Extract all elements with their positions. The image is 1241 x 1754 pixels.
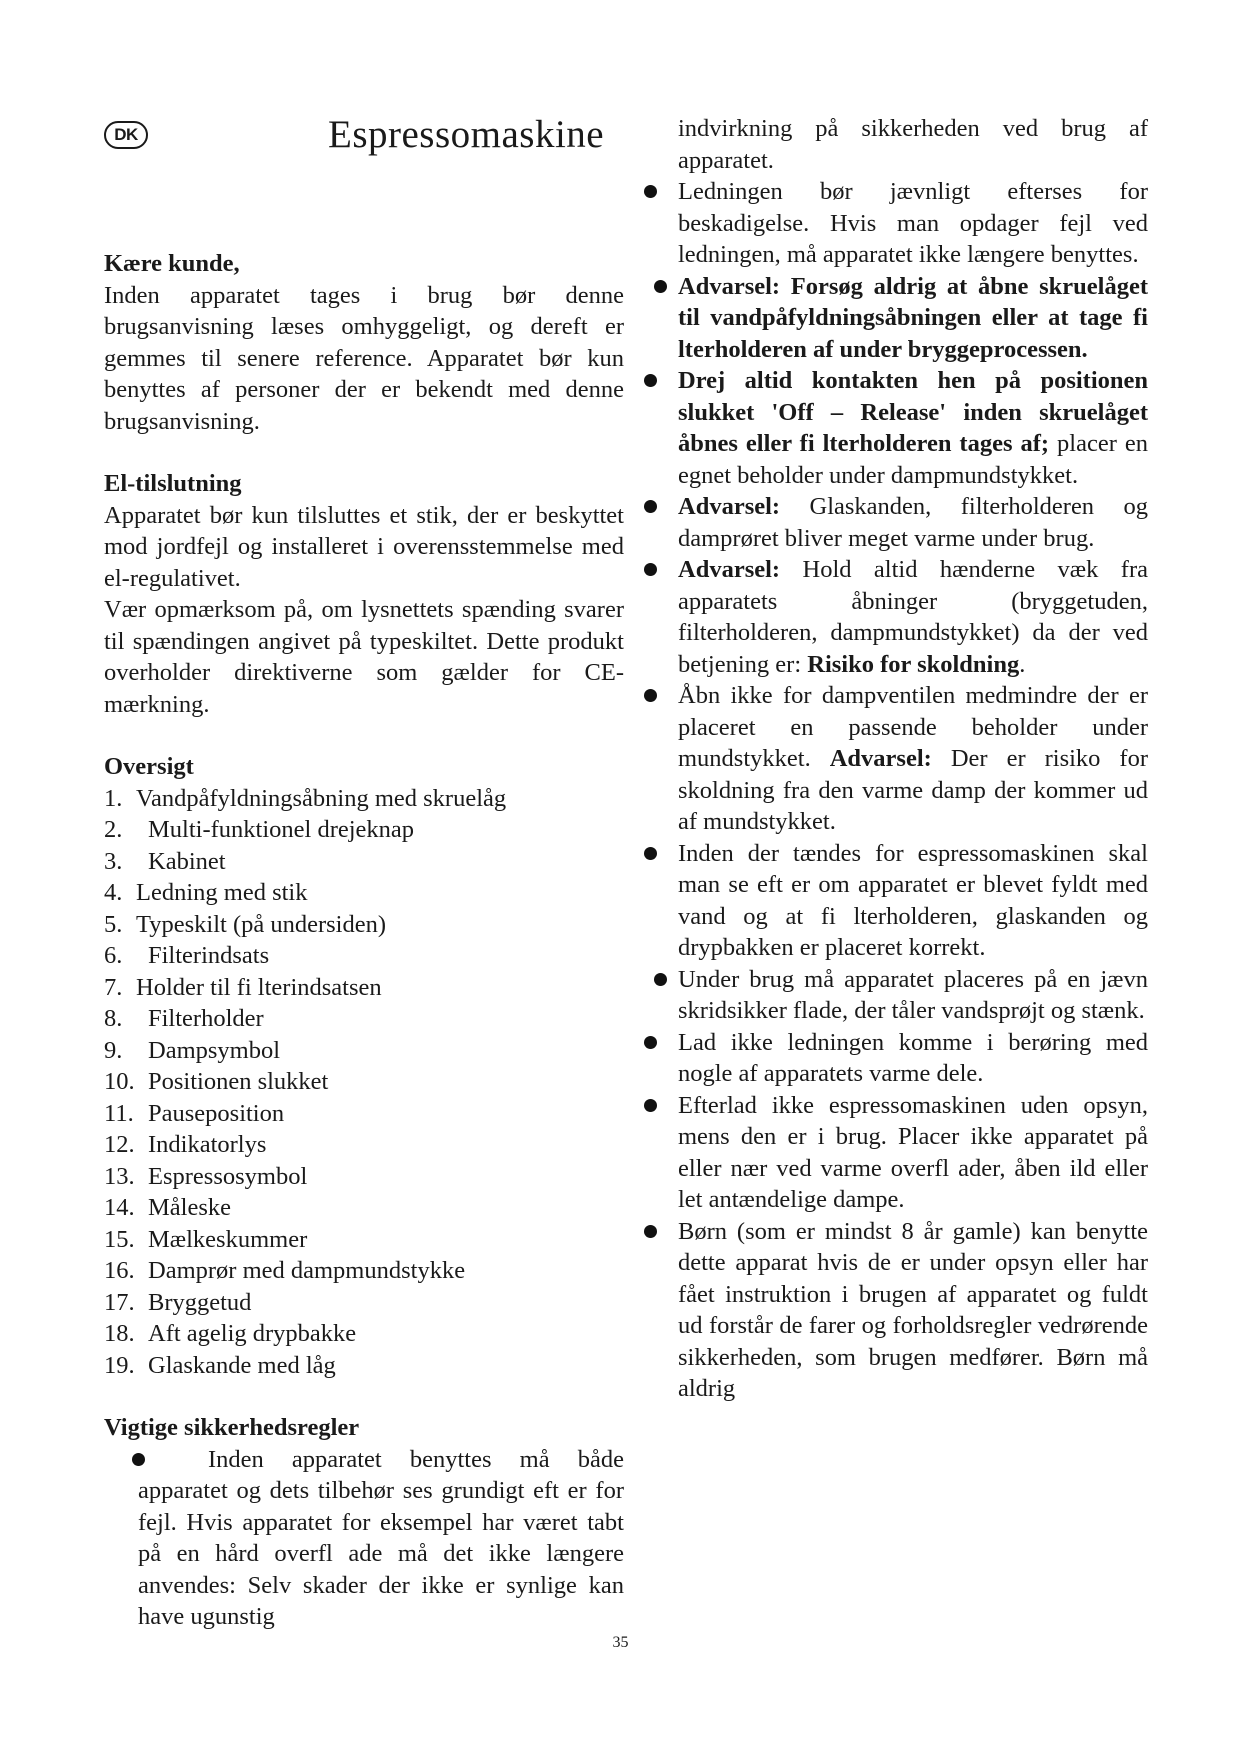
item-text: Positionen slukket [148,1068,329,1095]
item-text: Dampsymbol [148,1036,281,1064]
bullet-text: Inden der tændes for espressomaskinen skal man se eft er om apparatet er blevet fyldt med vand og at fi lterholderen, glaskanden og drypbakken er placeret korrekt. [678,839,1148,961]
warning-label: Advarsel: [829,745,932,772]
bullet-text: Åbn ikke for dampventilen medmindre der er placeret en passende beholder under mundstykket. [678,682,1148,772]
bullet-text: Under brug må apparatet placeres på en jævn skridsikker flade, der tåler vandsprøjt og stænk. [678,965,1148,1024]
bullet-dot-icon [654,973,667,986]
page-title: Espressomaskine [328,113,605,156]
item-text: Aft agelig drypbakke [148,1320,357,1347]
bullet-dot-icon [644,847,657,860]
item-number: 17. [104,1288,135,1316]
safety-bullet [648,680,1148,838]
electrical-paragraph-1: Apparatet bør kun tilsluttes et stik, der er beskyttet mod jordfejl og installeret i overensstemmelse med el-regulativet. [104,501,624,592]
item-number: 18. [104,1320,135,1347]
list-item [104,1098,624,1130]
list-item [104,1224,624,1256]
safety-bullet [648,176,1148,271]
item-number: 9. [104,1036,123,1064]
item-text: Espressosymbol [148,1162,308,1190]
item-text: Typeskilt (på undersiden) [136,910,387,938]
list-item [104,1287,624,1319]
bullet-dot-icon [644,1036,657,1049]
bullet-dot-icon [644,1099,657,1112]
bullet-text: Glaskanden, filterholderen og damprøret bliver meget varme under brug. [678,493,1148,552]
item-text: Holder til fi lterindsatsen [136,973,382,1001]
bullet-dot-icon [132,1453,145,1466]
bullet-text: placer en egnet beholder under dampmundstykket. [678,430,1148,489]
item-number: 14. [104,1194,135,1221]
bullet-text: Ledningen bør jævnligt efterses for beskadigelse. Hvis man opdager fejl ved ledningen, må apparatet ikke længere benyttes. [678,178,1148,268]
item-number: 11. [104,1099,134,1127]
item-number: 16. [104,1257,135,1284]
item-text: Pauseposition [148,1099,285,1127]
country-badge: DK [104,121,148,149]
item-number: 6. [104,942,123,969]
electrical-heading: El-tilslutning [104,470,242,497]
list-item [104,1192,624,1224]
item-number: 7. [104,973,123,1001]
item-number: 19. [104,1351,135,1379]
bullet-text: Advarsel: Forsøg aldrig at åbne skruelåget til vandpåfyldningsåbningen eller at tage fi lterholderen af under bryggeprocessen. [678,272,1148,363]
list-item [104,1161,624,1193]
list-item [104,940,624,972]
bullet-text: Børn (som er mindst 8 år gamle) kan benytte dette apparat hvis de er under opsyn eller har fået instruktion i brugen af apparatet og fuldt ud forstår de farer og forholdsregler vedrørende sikkerheden, som brugen medfører. Børn må aldrig [678,1217,1148,1402]
item-text: Ledning med stik [136,879,308,906]
item-text: Bryggetud [148,1288,252,1316]
item-text: Glaskande med låg [148,1351,336,1379]
item-number: 10. [104,1068,135,1095]
item-number: 12. [104,1131,135,1158]
bullet-text: Hold altid hænderne væk fra apparatets åbninger (bryggetuden, filterholderen, dampmundstykket) da der ved betjening er: [678,556,1149,678]
item-text: Mælkeskummer [148,1225,308,1253]
item-text: Damprør med dampmundstykke [148,1257,466,1284]
item-text: Vandpåfyldningsåbning med skruelåg [136,784,507,812]
safety-bullet-text: Inden apparatet benyttes må både apparatet og dets tilbehør ses grundigt eft er for fejl. Hvis apparatet for eksempel har været tabt på en hård overfl ade må det ikke længere anvendes: Selv skader der ikke er synlige kan have ugunstig [138,1445,624,1630]
bullet-dot-icon [644,563,657,576]
item-text: Indikatorlys [148,1131,267,1158]
item-text: Måleske [148,1194,231,1221]
scald-risk-text: Risiko for skoldning [807,650,1020,678]
electrical-paragraph-2: Vær opmærksom på, om lysnettets spænding svarer til spændingen angivet på typeskiltet. Dette produkt overholder direktiverne som gælder for CE-mærkning. [104,596,624,718]
bullet-text: Lad ikke ledningen komme i berøring med nogle af apparatets varme dele. [678,1028,1148,1087]
list-item [104,783,624,815]
item-text: Filterholder [148,1005,264,1032]
bullet-dot-icon [644,1225,657,1238]
bullet-dot-icon [644,374,657,387]
list-item [104,1255,624,1287]
list-item [104,1003,624,1035]
bullet-text-end: . [1019,650,1026,678]
bullet-dot-icon [644,689,657,702]
safety-bullet [648,838,1148,964]
list-item [104,909,624,941]
safety-bullet [648,271,1148,366]
bullet-bold-text: Drej altid kontakten hen på positionen slukket 'Off – Release' inden skruelåget åbnes eller fi lterholderen tages af; [678,367,1148,457]
safety-bullet [648,1027,1148,1090]
warning-label: Advarsel: [678,556,781,583]
item-text: Filterindsats [148,942,270,969]
safety-bullet [648,365,1148,491]
left-column [104,248,624,1633]
safety-heading: Vigtige sikkerhedsregler [104,1414,360,1441]
item-text: Multi-funktionel drejeknap [148,816,415,843]
safety-bullet [648,491,1148,554]
bullet-dot-icon [654,280,667,293]
item-text: Kabinet [148,847,226,875]
list-item [104,1318,624,1350]
list-item [104,846,624,878]
list-item [104,1350,624,1382]
warning-label: Advarsel: [678,493,781,520]
item-number: 15. [104,1225,135,1253]
safety-bullet [648,964,1148,1027]
safety-list [648,176,1148,1405]
safety-bullet [648,554,1148,680]
safety-bullet-first [104,1444,624,1633]
greeting-heading: Kære kunde, [104,250,240,277]
list-item [104,1066,624,1098]
continuation-text: indvirkning på sikkerheden ved brug af apparatet. [678,115,1148,174]
list-item [104,1035,624,1067]
list-item [104,877,624,909]
safety-bullet [648,1090,1148,1216]
bullet-dot-icon [644,185,657,198]
overview-list [104,783,624,1382]
list-item [104,814,624,846]
list-item [104,972,624,1004]
item-number: 1. [104,784,123,812]
page-number: 35 [612,1634,629,1651]
item-number: 8. [104,1005,123,1032]
bullet-dot-icon [644,500,657,513]
overview-heading: Oversigt [104,753,194,780]
item-number: 4. [104,879,123,906]
bullet-text-rest: Der er risiko for skoldning fra den varme damp der kommer ud af mundstykket. [678,745,1148,835]
item-number: 3. [104,847,123,875]
list-item [104,1129,624,1161]
greeting-paragraph: Inden apparatet tages i brug bør denne brugsanvisning læses omhyggeligt, og dereft er gemmes til senere reference. Apparatet bør kun benyttes af personer der er bekendt med denne brugsanvisning. [104,281,624,435]
item-number: 2. [104,816,123,843]
item-number: 13. [104,1162,135,1190]
bullet-text: Efterlad ikke espressomaskinen uden opsyn, mens den er i brug. Placer ikke apparatet på eller nær ved varme overfl ader, åben ild eller let antændelige dampe. [678,1091,1148,1213]
safety-bullet [648,1216,1148,1405]
item-number: 5. [104,910,123,938]
right-column [648,113,1148,1405]
